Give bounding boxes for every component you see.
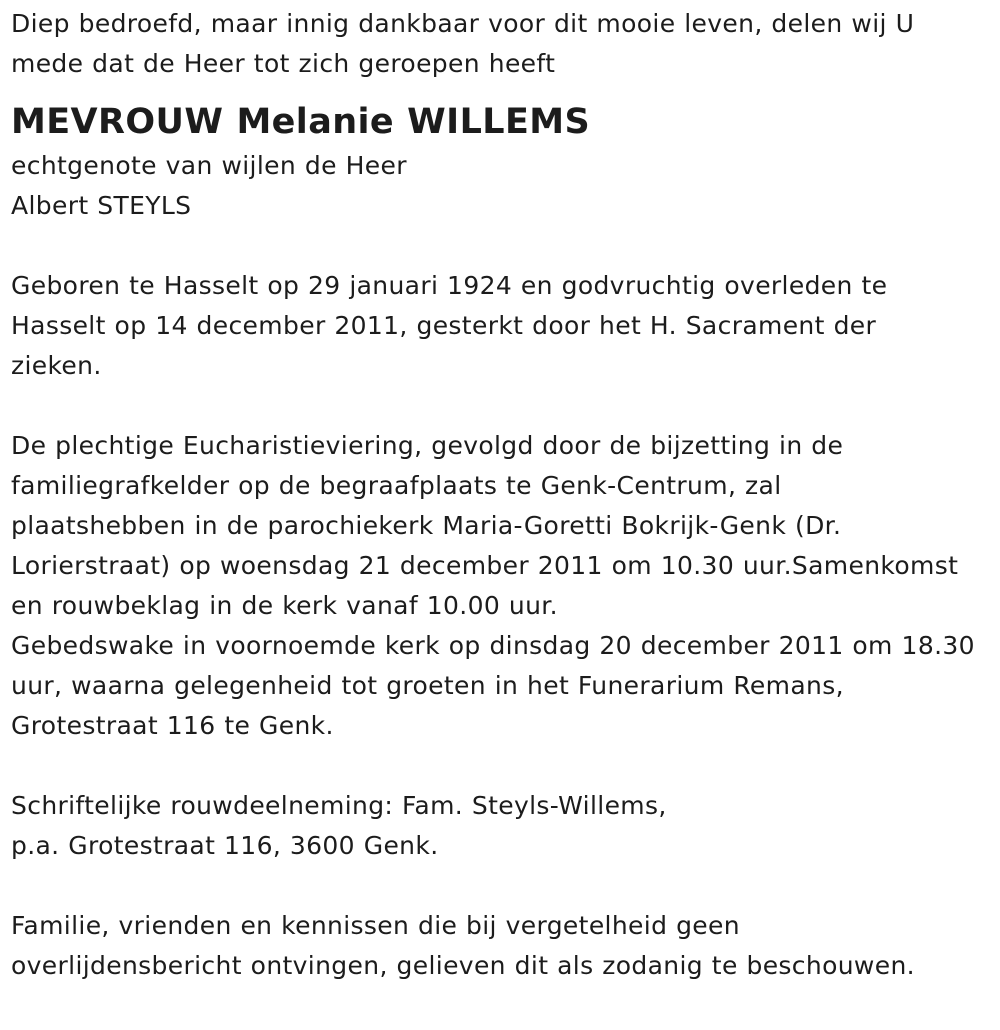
intro-paragraph	[11, 4, 996, 84]
ceremony-paragraph	[11, 426, 996, 746]
death-notice	[11, 4, 996, 986]
birth-death-line: zieken.	[11, 351, 102, 380]
vigil-line: uur, waarna gelegenheid tot groeten in het Funerarium Remans,	[11, 671, 844, 700]
birth-death-line: Hasselt op 14 december 2011, gesterkt door het H. Sacrament der	[11, 311, 877, 340]
condolence-address: p.a. Grotestraat 116, 3600 Genk.	[11, 831, 439, 860]
deceased-name: MEVROUW Melanie WILLEMS	[11, 102, 591, 142]
birth-death-line: Geboren te Hasselt op 29 januari 1924 en godvruchtig overleden te	[11, 271, 888, 300]
ceremony-line: Lorierstraat) op woensdag 21 december 2011 om 10.30 uur.Samenkomst	[11, 551, 959, 580]
ceremony-line: familiegrafkelder op de begraafplaats te Genk-Centrum, zal	[11, 471, 782, 500]
vigil-line: Grotestraat 116 te Genk.	[11, 711, 334, 740]
closing-line: Familie, vrienden en kennissen die bij vergetelheid geen	[11, 911, 740, 940]
vigil-line: Gebedswake in voornoemde kerk op dinsdag 20 december 2011 om 18.30	[11, 631, 975, 660]
spacer	[11, 386, 996, 426]
closing-line: overlijdensbericht ontvingen, gelieven dit als zodanig te beschouwen.	[11, 951, 915, 980]
spouse-paragraph	[11, 146, 996, 226]
intro-line: Diep bedroefd, maar innig dankbaar voor dit mooie leven, delen wij U	[11, 9, 915, 38]
birth-death-paragraph	[11, 266, 996, 386]
ceremony-line: De plechtige Eucharistieviering, gevolgd door de bijzetting in de	[11, 431, 844, 460]
closing-paragraph	[11, 906, 996, 986]
spacer	[11, 746, 996, 786]
intro-line: mede dat de Heer tot zich geroepen heeft	[11, 49, 556, 78]
spacer	[11, 866, 996, 906]
spouse-name: Albert STEYLS	[11, 191, 192, 220]
ceremony-line: plaatshebben in de parochiekerk Maria-Goretti Bokrijk-Genk (Dr.	[11, 511, 842, 540]
spacer	[11, 226, 996, 266]
condolence-line: Schriftelijke rouwdeelneming: Fam. Steyls-Willems,	[11, 791, 667, 820]
spouse-line: echtgenote van wijlen de Heer	[11, 151, 407, 180]
ceremony-line: en rouwbeklag in de kerk vanaf 10.00 uur.	[11, 591, 558, 620]
condolence-paragraph	[11, 786, 996, 866]
